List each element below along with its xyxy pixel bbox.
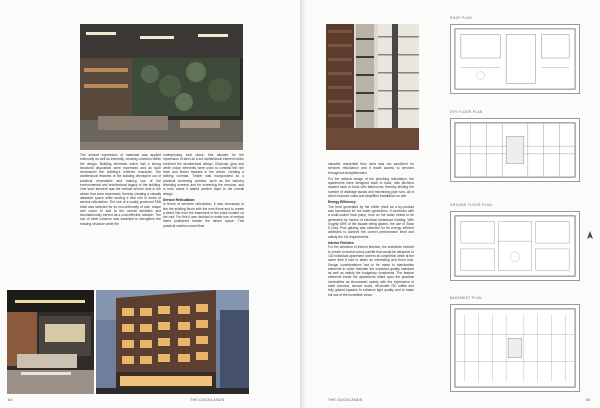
left-col1-paragraph: The sensed expression of materials was applied externally as well as internally, creating cohesion within the design. Building elements which had a strong structural disposition were expressed and as such showcased the building's inherent character. The architectural features of the building developed out of practical necessities and making use of the environmental and architectural legacy of the building. One such element was the vertical service duct in the atrium that were expressed, thereby creating a visually attractive space while serving a vital role in terms of service reticulation. The use of a locally produced FBA brick was selected for its non-uniformity of size, shape and colour to add to the overall aesthetic and simultaneously served as a cost-effective solution. The use of steel columns was essential to strengthen the existing structure while the	[80, 153, 161, 226]
north-arrow-icon	[587, 226, 593, 234]
fifth-floor-plan-label: 5TH FLOOR PLAN	[450, 110, 483, 114]
service-reticulation-heading: Service Reticulation	[163, 197, 195, 202]
ground-floor-plan-label: GROUND FLOOR PLAN	[450, 203, 493, 207]
interior-finishes-paragraph: For the selection of interior finishes, the architects needed to create a neutral colour palette that would be attractive to 130 individual apartment owners at completion while at the same time it had to attain an interesting and fresh look. Design considerations had to be made to standardise elements in order maintain the expected quality standard as well as satisfy the budgetary constraints. The feature elements inside the apartments relied upon the practical necessities as showcased openly with the expression of steel columns, service ducts, off-shutter RC soffits and fully glazed façades to enhance light quality and to make full use of the incredible views.	[328, 245, 414, 297]
right-text-column-1	[328, 162, 414, 392]
exterior-dusk-photo	[96, 290, 249, 394]
fifth-floor-plan-drawing	[450, 118, 580, 182]
left-col2-paragraph: underpinning took place, this allowed for the expression of steel as a set architectural element which enriched the architectural design. Charcoal, grey and white colour elements were used to contrast the rich brick and timber facades in the atrium, creating a striking contrast. Timber was incorporated as a practical screening solution, such as the balcony shielding screens and for screening the services, and in both cases it added another layer to the overall design.	[163, 153, 244, 196]
right-page	[300, 0, 600, 408]
basement-plan-label: BASEMENT PLAN	[450, 296, 482, 300]
roof-plan-drawing	[450, 24, 580, 94]
atrium-photo	[326, 24, 419, 150]
interior-finishes-heading: Interior Finishes	[328, 241, 354, 246]
right-col1-paragraph: valuable residential floor area was not sacrificed for services reticulation and it made access to services throughout straightforward.	[328, 162, 414, 175]
energy-efficiency-paragraph: The heat generated by the chiller plant as a by-product was harnessed for hot water generation. It combines with a multi-cooled heat pump, thus no hot water needs to be generated by means of electrical resistance heating. With roughly 65% of the façade being glazed, the use of Solar E-Grey Plus glazing was selected for its energy efficient attributes to achieve the correct performance level and satisfy the XA requirements.	[328, 204, 414, 239]
left-page-number: 64	[8, 398, 13, 402]
left-running-title: THE DOCKLANDS	[190, 398, 225, 402]
right-running-title: THE DOCKLANDS	[328, 398, 363, 402]
lobby-photo	[80, 24, 243, 150]
right-page-number: 65	[586, 398, 591, 402]
reception-photo	[7, 290, 94, 394]
ground-floor-plan-drawing	[450, 211, 580, 281]
energy-efficiency-heading: Energy Efficiency	[328, 200, 356, 205]
basement-plan-drawing	[450, 304, 580, 392]
roof-plan-label: ROOF PLAN	[450, 16, 473, 20]
right-col1-paragraph-2: For the rational design of the plumbing reticulation, the apartments were designed back to back, with kitchens located back to back with bathrooms, thereby limiting the number of drainage stacks and minimising pipe runs, all of which reduced costs and simplified installation on site.	[328, 176, 414, 199]
left-col2-paragraph-2: In terms of services reticulation, it was necessary to link the existing floors with the new floors and to create a direct link from the basement to the plant located on the roof. For this it was decided to make use of vertical risers positioned beside the atrium space. This practical solution meant that	[163, 202, 244, 228]
